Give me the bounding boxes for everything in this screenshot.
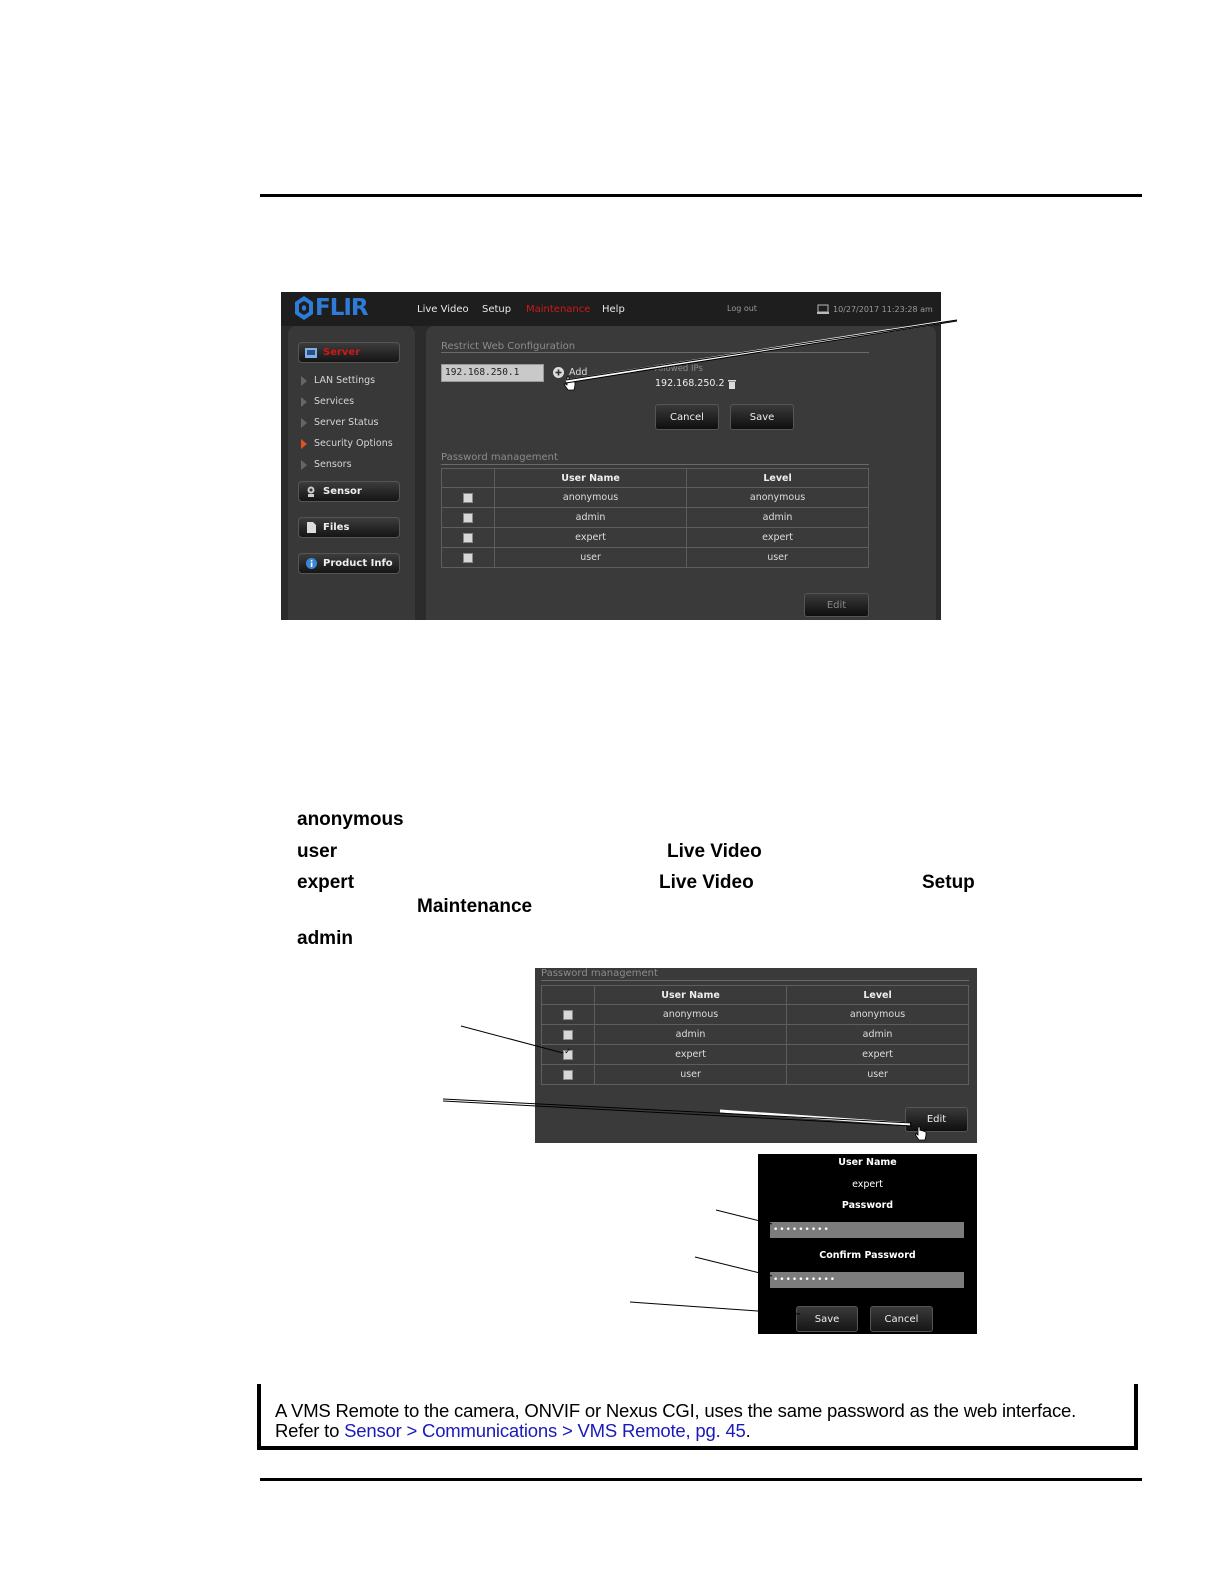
expert-setup-term: Setup: [922, 872, 975, 893]
product-info-label: Product Info: [323, 558, 393, 569]
datetime-text: 10/27/2017 11:23:28 am: [833, 304, 933, 314]
nav-setup[interactable]: Setup: [482, 304, 512, 315]
logout-link[interactable]: Log out: [727, 304, 757, 313]
allowed-ip-value: 192.168.250.2: [655, 378, 725, 389]
sidebar-item-label: Server Status: [314, 417, 379, 428]
level-term-expert: expert: [297, 872, 355, 893]
note-line-1: A VMS Remote to the camera, ONVIF or Nexus CGI, uses the same password as the web interface.: [275, 1400, 1077, 1421]
user-name-cell: anonymous: [595, 1005, 787, 1025]
user-name-cell: expert: [595, 1045, 787, 1065]
username-label: User Name: [838, 1157, 897, 1168]
level-term-admin: admin: [297, 928, 353, 949]
expert-live-video-term: Live Video: [659, 872, 754, 893]
ip-address-input[interactable]: 192.168.250.1: [441, 364, 544, 382]
confirm-password-label: Confirm Password: [819, 1250, 916, 1261]
user-name-cell: user: [495, 548, 687, 568]
note-box: [257, 1384, 1138, 1450]
password-section-title: Password management: [441, 452, 558, 463]
level-cell: user: [687, 548, 869, 568]
user-name-cell: expert: [495, 528, 687, 548]
sidebar-item-label: Sensors: [314, 459, 352, 470]
edit-button-disabled[interactable]: Edit: [804, 593, 869, 617]
vms-remote-link[interactable]: Sensor > Communications > VMS Remote, pg. 45: [344, 1420, 746, 1441]
user-name-cell: admin: [495, 508, 687, 528]
sidebar-item-label: LAN Settings: [314, 375, 376, 386]
level-cell: anonymous: [687, 488, 869, 508]
expert-maintenance-term: Maintenance: [417, 896, 533, 917]
level-cell: expert: [787, 1045, 969, 1065]
note-line-2-suffix: .: [745, 1420, 751, 1441]
allowed-ips-label: Allowed IPs: [655, 364, 703, 374]
sidebar-item-label: Services: [314, 396, 355, 407]
user-name-cell: anonymous: [495, 488, 687, 508]
logo-text: FLIR: [315, 295, 368, 321]
confirm-password-field[interactable]: ••••••••••: [770, 1272, 964, 1288]
password-section-title: Password management: [541, 968, 658, 979]
save-button[interactable]: Save: [730, 404, 794, 430]
user-name-cell: admin: [595, 1025, 787, 1045]
level-cell: anonymous: [787, 1005, 969, 1025]
level-cell: admin: [787, 1025, 969, 1045]
nav-live-video[interactable]: Live Video: [417, 304, 469, 315]
files-label: Files: [323, 522, 350, 533]
level-term-user: user: [297, 841, 338, 862]
username-value: expert: [852, 1179, 883, 1190]
password-label: Password: [841, 1200, 894, 1211]
restrict-section-title: Restrict Web Configuration: [441, 341, 576, 352]
level-term-anonymous: anonymous: [297, 809, 404, 830]
column-header-user-name: User Name: [495, 469, 687, 488]
note-line-2-prefix: Refer to: [275, 1420, 345, 1441]
user-live-video-term: Live Video: [667, 841, 762, 862]
sidebar-item-label: Security Options: [314, 438, 393, 449]
server-label: Server: [323, 347, 361, 358]
sensor-label: Sensor: [323, 486, 362, 497]
edit-button[interactable]: Edit: [905, 1107, 968, 1132]
note-line-2: [275, 1420, 751, 1442]
level-cell: admin: [687, 508, 869, 528]
user-name-cell: user: [595, 1065, 787, 1085]
dialog-cancel-button[interactable]: Cancel: [870, 1306, 933, 1332]
add-label: Add: [569, 367, 588, 378]
level-cell: expert: [687, 528, 869, 548]
nav-help[interactable]: Help: [602, 304, 625, 315]
password-field[interactable]: •••••••••: [770, 1222, 964, 1238]
column-header-level: Level: [787, 986, 969, 1005]
nav-maintenance[interactable]: Maintenance: [526, 304, 591, 315]
dialog-save-button[interactable]: Save: [796, 1306, 858, 1332]
level-cell: user: [787, 1065, 969, 1085]
column-header-user-name: User Name: [595, 986, 787, 1005]
column-header-level: Level: [687, 469, 869, 488]
cancel-button[interactable]: Cancel: [655, 404, 719, 430]
